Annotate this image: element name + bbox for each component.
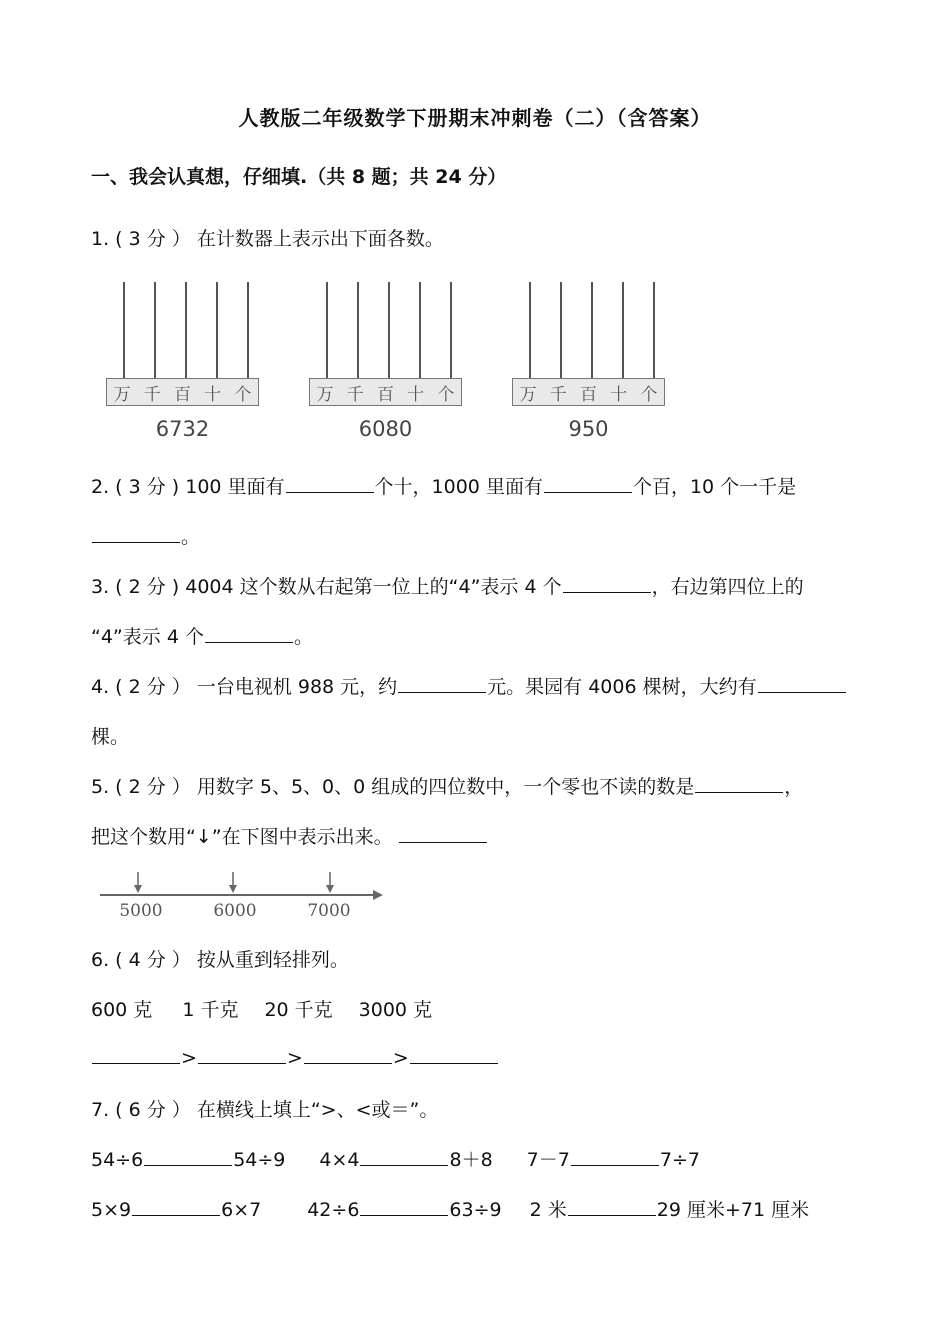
- tick-label: 5000: [119, 901, 163, 921]
- answer-blank[interactable]: [568, 1197, 656, 1216]
- abacus-place-labels: 万 千 百 十 个: [106, 378, 259, 406]
- question-4-cont: 棵。: [91, 726, 130, 748]
- question-2: 2. ( 3 分 ) 100 里面有 个十，1000 里面有 个百，10 个一千是: [91, 476, 797, 498]
- answer-blank[interactable]: [360, 1197, 448, 1216]
- arrow-down-icon: [229, 885, 237, 893]
- answer-blank[interactable]: [544, 474, 632, 493]
- question-5: 5. ( 2 分 ） 用数字 5、5、0、0 组成的四位数中，一个零也不读的数是 ，: [91, 776, 804, 798]
- section-heading: 一、我会认真想，仔细填.（共 8 题；共 24 分）: [91, 166, 507, 188]
- answer-blank[interactable]: [92, 524, 180, 543]
- answer-blank[interactable]: [563, 574, 651, 593]
- tick-label: 7000: [307, 901, 351, 921]
- arrow-down-icon: [134, 885, 142, 893]
- answer-blank[interactable]: [132, 1197, 220, 1216]
- order-answer: > > >: [91, 1045, 499, 1069]
- question-1: 1. ( 3 分 ） 在计数器上表示出下面各数。: [91, 228, 444, 250]
- compare-row-2: 5×9 6×7 42÷6 63÷9 2 米 29 厘米+71 厘米: [91, 1199, 810, 1221]
- compare-row-1: 54÷6 54÷9 4×4 8＋8 7－7 7÷7: [91, 1149, 700, 1171]
- answer-blank[interactable]: [205, 624, 293, 643]
- question-7: 7. ( 6 分 ） 在横线上填上“>、<或＝”。: [91, 1099, 439, 1121]
- answer-blank[interactable]: [695, 774, 783, 793]
- question-4: 4. ( 2 分 ） 一台电视机 988 元，约 元。果园有 4006 棵树，大约有: [91, 672, 847, 699]
- answer-blank[interactable]: [304, 1045, 392, 1064]
- answer-blank[interactable]: [399, 824, 487, 843]
- question-3: 3. ( 2 分 ) 4004 这个数从右起第一位上的“4”表示 4 个 ，右边第四位上的: [91, 576, 804, 598]
- question-6: 6. ( 4 分 ） 按从重到轻排列。: [91, 949, 349, 971]
- abacus-place-labels: 万 千 百 十 个: [512, 378, 665, 406]
- abacus-number: 950: [568, 417, 609, 441]
- tick-label: 6000: [213, 901, 257, 921]
- answer-blank[interactable]: [198, 1045, 286, 1064]
- number-line: [95, 862, 395, 922]
- answer-blank[interactable]: [410, 1045, 498, 1064]
- answer-blank[interactable]: [398, 674, 486, 693]
- arrow-right-icon: [373, 890, 383, 900]
- answer-blank[interactable]: [571, 1147, 659, 1166]
- abacus-number: 6080: [358, 417, 413, 441]
- answer-blank[interactable]: [286, 474, 374, 493]
- weights-list: 600 克 1 千克 20 千克 3000 克: [91, 999, 433, 1021]
- question-2-cont: 。: [91, 522, 200, 549]
- abacus-number: 6732: [155, 417, 210, 441]
- answer-blank[interactable]: [360, 1147, 448, 1166]
- abacus-place-labels: 万 千 百 十 个: [309, 378, 462, 406]
- answer-blank[interactable]: [92, 1045, 180, 1064]
- page-title: 人教版二年级数学下册期末冲刺卷（二）（含答案）: [238, 106, 712, 130]
- answer-blank[interactable]: [758, 674, 846, 693]
- answer-blank[interactable]: [144, 1147, 232, 1166]
- arrow-down-icon: [326, 885, 334, 893]
- question-3-cont: “4”表示 4 个 。: [91, 626, 313, 648]
- question-5-cont: 把这个数用“↓”在下图中表示出来。: [91, 822, 488, 849]
